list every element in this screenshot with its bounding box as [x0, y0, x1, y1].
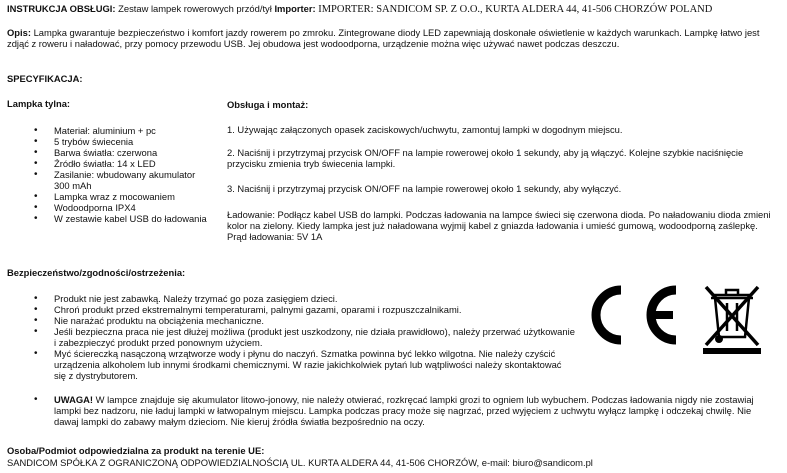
charging-text: Ładowanie: Podłącz kabel USB do lampki. Podczas ładowania na lampce świeci się czerwona dioda. Po naładowaniu dioda zmieni kolor na zielony. Kiedy lampka jest już naładowana wyjmij kabel z gniazda ładowania i umieść gumową, wodoodporną zaślepkę. Prąd ładowania: 5V 1A [227, 209, 771, 242]
safety-list [30, 293, 575, 381]
list-item: • W zestawie kabel USB do ładowania [30, 213, 208, 224]
warning-label: UWAGA! [54, 394, 94, 405]
spec-list [30, 125, 208, 224]
warning-list [30, 394, 775, 427]
instruction-label: INSTRUKCJA OBSŁUGI: [7, 3, 116, 14]
description-label: Opis: [7, 27, 31, 38]
list-item: • 5 trybów świecenia [30, 136, 208, 147]
mounting-heading: Obsługa i montaż: [227, 99, 309, 110]
ce-mark-icon [575, 284, 680, 346]
warning-item [30, 394, 775, 427]
weee-bin-icon [697, 281, 767, 355]
footer-company: SANDICOM SPÓŁKA Z OGRANICZONĄ ODPOWIEDZIALNOŚCIĄ UL. KURTA ALDERA 44, 41-506 CHORZÓW, e-mail: biuro@sandicom.pl [7, 457, 593, 468]
spec-heading: SPECYFIKACJA: [7, 73, 83, 84]
importer-value: IMPORTER: SANDICOM SP. Z O.O., KURTA ALDERA 44, 41-506 CHORZÓW POLAND [318, 4, 713, 15]
list-item: • Zasilanie: wbudowany akumulator 300 mAh [30, 169, 208, 191]
list-item: • Źródło światła: 14 x LED [30, 158, 208, 169]
product-name: Zestaw lampek rowerowych przód/tył [118, 3, 272, 14]
safety-heading: Bezpieczeństwo/zgodności/ostrzeżenia: [7, 267, 186, 278]
list-item: • Lampka wraz z mocowaniem [30, 191, 208, 202]
list-item: • Barwa światła: czerwona [30, 147, 208, 158]
importer-label: Importer: [274, 3, 316, 14]
list-item: • Nie narażać produktu na obciążenia mechaniczne. [30, 315, 575, 326]
list-item: • Wodoodporna IPX4 [30, 202, 208, 213]
header-line [7, 3, 785, 15]
warning-text: W lampce znajduje się akumulator litowo-jonowy, nie należy otwierać, rozkręcać lampki grozi to ogniem lub wybuchem. Podczas ładowania nigdy nie zostawiaj lampki bez nadzoru, nie ładuj lampki w łatwopalnym miejscu. Lampka podczas pracy może się nagrzać, przed wyjęciem z uchwytu wyłącz lampkę i odczekaj chwilę. Nie dawaj lampki do zabawy małym dzieciom. Nie kieruj źródła światła bezpośrednio na oczy. [54, 394, 754, 427]
footer-heading: Osoba/Podmiot odpowiedzialna za produkt na terenie UE: [7, 445, 265, 456]
list-item: • Produkt nie jest zabawką. Należy trzymać go poza zasięgiem dzieci. [30, 293, 575, 304]
list-item: • Materiał: aluminium + pc [30, 125, 208, 136]
list-item: • Myć ściereczką nasączoną wrzątworze wody i płynu do naczyń. Szmatka powinna być lekko wilgotna. Nie należy czyścić urządzenia alkoholem lub innymi środkami chemicznymi. W razie jakichkolwiek pytań lub wątpliwości należy skontaktować się z dystrybutorem. [30, 348, 575, 381]
description-text: Lampka gwarantuje bezpieczeństwo i komfort jazdy rowerem po zmroku. Zintegrowane diody LED zapewniają doskonałe oświetlenie w każdych warunkach. Lampkę łatwo jest zdjąć z roweru i naładować, przy pomocy przewodu USB. Jej obudowa jest wodoodporna, urządzenie można więc używać nawet podczas deszczu. [7, 27, 760, 49]
mounting-step-1: 1. Używając załączonych opasek zaciskowych/uchwytu, zamontuj lampki w dogodnym miejscu. [227, 124, 623, 135]
mounting-step-2: 2. Naciśnij i przytrzymaj przycisk ON/OFF na lampie rowerowej około 1 sekundy, aby ją włączyć. Kolejne szybkie naciśnięcie przycisku zmienia tryb świecenia lampki. [227, 147, 744, 169]
list-item: • Jeśli bezpieczna praca nie jest dłużej możliwa (produkt jest uszkodzony, nie działa prawidłowo), należy przerwać użytkowanie i zabezpieczyć produkt przed ponownym użyciem. [30, 326, 575, 348]
description [7, 27, 777, 49]
mounting-step-3: 3. Naciśnij i przytrzymaj przycisk ON/OFF na lampie rowerowej około 1 sekundy, aby wyłączyć. [227, 183, 622, 194]
list-item: • Chroń produkt przed ekstremalnymi temperaturami, palnymi gazami, oparami i rozpuszczalnikami. [30, 304, 575, 315]
rear-lamp-heading: Lampka tylna: [7, 98, 71, 109]
